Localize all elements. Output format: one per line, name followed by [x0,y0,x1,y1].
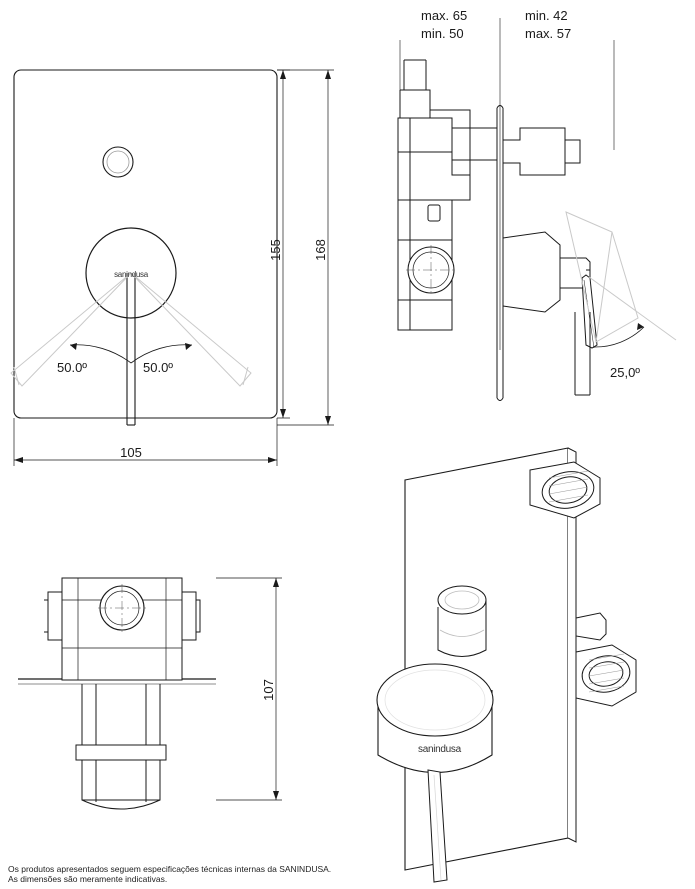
front-view [11,70,334,466]
dimension-155-label: 155 [268,239,283,261]
footnote-line-2: As dimensões são meramente indicativas. [8,874,168,885]
note-max57: max. 57 [525,26,572,41]
dimension-105-label: 105 [120,445,142,460]
iso-handle-hub [377,664,493,773]
side-section-view [398,8,676,401]
dimension-107 [216,578,282,800]
angle-arc-25 [593,327,644,347]
footnote-line-1: Os produtos apresentados seguem especificações técnicas internas da SANINDUSA. [8,863,332,874]
iso-brand-logo: sanindusa [418,744,461,755]
angle-arrow-25 [637,323,644,330]
iso-side-boss [576,613,606,640]
top-view-stem [76,684,166,809]
side-body-housing [398,118,470,330]
dimension-105 [14,418,277,466]
dimension-168 [277,70,334,425]
top-view [18,578,282,809]
front-brand-logo: sanindusa [114,270,148,279]
iso-plate [405,448,568,870]
note-max65: max. 65 [421,8,468,23]
diverter-spindle [400,90,580,175]
note-min50: min. 50 [421,26,464,41]
dimension-107-label: 107 [261,679,276,701]
angle-label-right: 50.0º [143,360,174,375]
diverter-button-inner [107,151,129,173]
angle-label-25: 25,0º [610,365,641,380]
side-top-stub [404,60,426,90]
footnote [8,864,568,885]
side-lever-body [503,232,590,312]
note-min42: min. 42 [525,8,568,23]
angle-label-left: 50.0º [57,360,88,375]
cartridge-centerlines [406,245,456,295]
dimension-168-label: 168 [313,239,328,261]
isometric-view [377,448,636,882]
iso-outlet-right [576,645,636,706]
iso-diverter-knob [438,586,486,657]
side-plate-bottom [497,398,503,401]
